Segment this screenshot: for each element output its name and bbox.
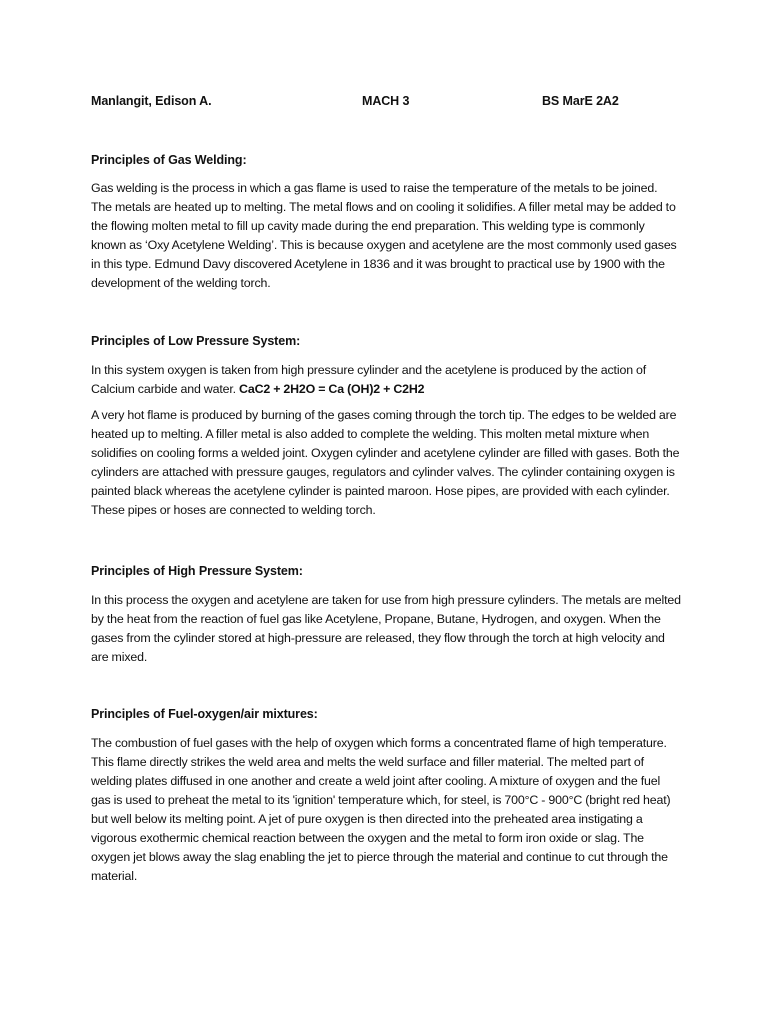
course-code: MACH 3: [362, 94, 410, 108]
student-name: Manlangit, Edison A.: [91, 94, 212, 108]
student-section: BS MarE 2A2: [542, 94, 619, 108]
paragraph-text: In this system oxygen is taken from high pressure cylinder and the acetylene is produced by the action of Calcium carbide and water.: [91, 363, 647, 396]
section-heading: Principles of High Pressure System:: [91, 564, 303, 578]
section-high-pressure-system: [91, 562, 681, 667]
section-paragraph: The combustion of fuel gases with the help of oxygen which forms a concentrated flame of high temperature. This flame directly strikes the weld area and melts the weld surface and filler material. The melted part of welding plates diffused in one another and create a weld joint after cooling. A mixture of oxygen and the fuel gas is used to preheat the metal to its 'ignition' temperature which, for steel, is 700°C - 900°C (bright red heat) but well below its melting point. A jet of pure oxygen is then directed into the preheated area instigating a vigorous exothermic chemical reaction between the oxygen and the metal to form iron oxide or slag. The oxygen jet blows away the slag enabling the jet to pierce through the material and continue to cut through the material.: [91, 736, 671, 883]
section-paragraph: Gas welding is the process in which a gas flame is used to raise the temperature of the metals to be joined. The metals are heated up to melting. The metal flows and on cooling it solidifies. A filler metal may be added to the flowing molten metal to fill up cavity made during the end preparation. This welding type is commonly known as ‘Oxy Acetylene Welding’. This is because oxygen and acetylene are the most commonly used gases in this type. Edmund Davy discovered Acetylene in 1836 and it was brought to practical use by 1900 with the development of the welding torch.: [91, 181, 677, 290]
section-low-pressure-system: [91, 332, 681, 520]
section-gas-welding: [91, 151, 681, 293]
section-fuel-oxygen-air-mixtures: [91, 705, 681, 886]
section-paragraph: A very hot flame is produced by burning of the gases coming through the torch tip. The edges to be welded are heated up to melting. A filler metal is also added to complete the welding. This molten metal mixture when solidifies on cooling forms a welded joint. Oxygen cylinder and acetylene cylinder are filled with gases. Both the cylinders are attached with pressure gauges, regulators and cylinder valves. The cylinder containing oxygen is painted black whereas the acetylene cylinder is painted maroon. Hose pipes, are provided with each cylinder. These pipes or hoses are connected to welding torch.: [91, 408, 680, 517]
section-paragraph: [91, 361, 681, 399]
chemical-formula: CaC2 + 2H2O = Ca (OH)2 + C2H2: [239, 382, 425, 396]
section-heading: Principles of Gas Welding:: [91, 153, 247, 167]
section-paragraph: In this process the oxygen and acetylene are taken for use from high pressure cylinders. The metals are melted by the heat from the reaction of fuel gas like Acetylene, Propane, Butane, Hydrogen, and oxygen. When the gases from the cylinder stored at high-pressure are released, they flow through the torch at high velocity and are mixed.: [91, 593, 681, 664]
section-heading: Principles of Fuel-oxygen/air mixtures:: [91, 707, 318, 721]
section-heading: Principles of Low Pressure System:: [91, 334, 301, 348]
document-header: [0, 94, 768, 112]
